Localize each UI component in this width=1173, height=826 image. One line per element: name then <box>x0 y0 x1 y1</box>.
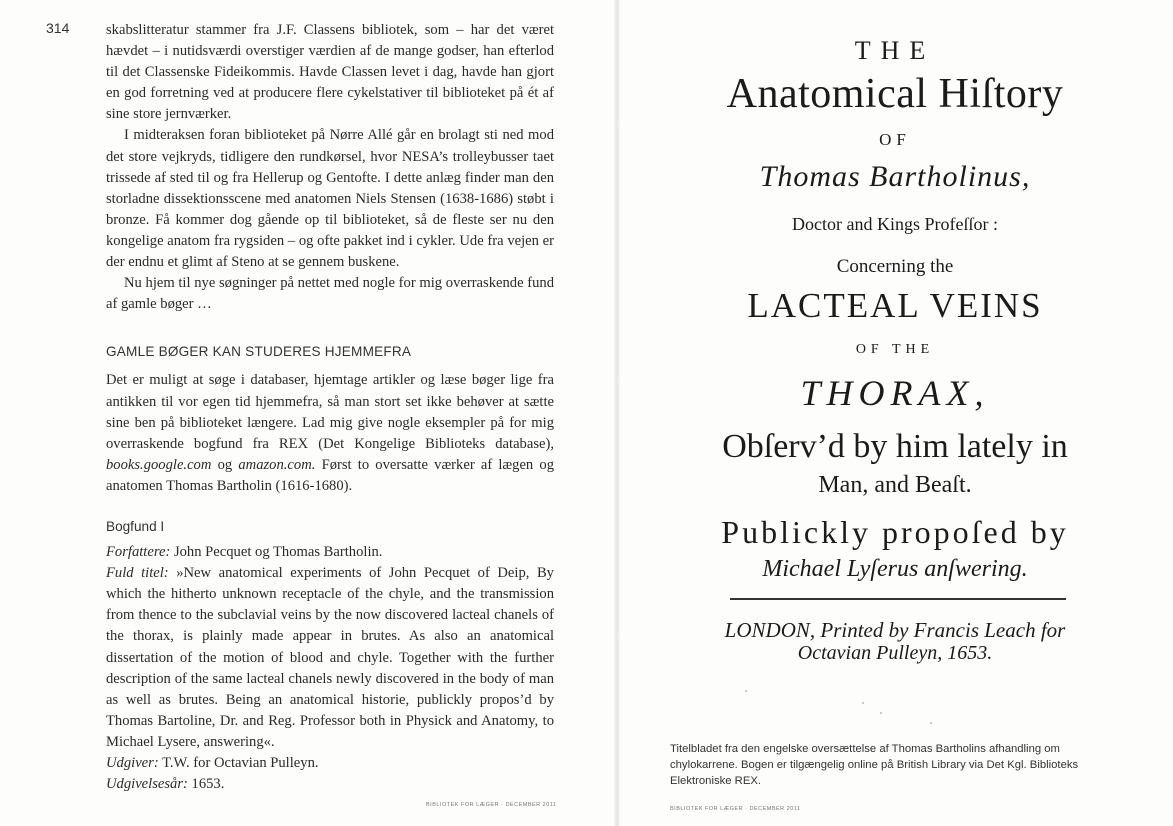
books-google-link-text: books.google.com <box>106 456 212 473</box>
plate-line: OF THE <box>855 342 935 357</box>
amazon-link-text: amazon.com. <box>238 456 316 473</box>
publisher-label: Udgiver: <box>106 755 159 771</box>
full-title-label: Fuld titel: <box>106 565 169 582</box>
year-value: 1653. <box>187 776 225 793</box>
publisher-value: T.W. for Octavian Pulleyn. <box>158 755 319 771</box>
figure-caption: Titelbladet fra den engelske oversættelse af Thomas Bartholins afhandling om chylokarrene. Bogen er tilgængelig online på British Library via Det Kgl. Biblioteks Elektroniske REX. <box>670 743 1079 787</box>
plate-line: Obſerv’d by him lately in <box>722 428 1068 465</box>
section-heading: GAMLE BØGER KAN STUDERES HJEMMEFRA <box>106 344 412 360</box>
title-plate-image <box>700 28 1120 728</box>
plate-line: LACTEAL VEINS <box>747 286 1043 325</box>
plate-line: Octavian Pulleyn, 1653. <box>797 642 993 664</box>
plate-line: Michael Lyſerus anſwering. <box>762 556 1028 582</box>
section-paragraph <box>106 370 554 497</box>
page-gutter <box>614 0 620 826</box>
plate-divider <box>730 598 1066 600</box>
plate-line: OF <box>879 130 911 149</box>
left-footer: BIBLIOTEK FOR LÆGER · DECEMBER 2011 <box>426 802 557 808</box>
plate-line: Thomas Bartholinus, <box>759 160 1031 193</box>
print-speck <box>930 722 932 724</box>
page-number: 314 <box>46 20 70 36</box>
plate-line: THE <box>854 36 936 65</box>
section-text-rest: Først to oversatte værker af lægen og anatomen Thomas Bartholin (1616-1680). <box>106 456 555 494</box>
authors-label: Forfattere: <box>106 544 171 561</box>
plate-line: Man, and Beaſt. <box>818 472 972 498</box>
plate-line: Anatomical Hiſtory <box>726 71 1064 117</box>
print-speck <box>745 690 747 692</box>
authors-value: John Pecquet og Thomas Bartholin. <box>170 544 383 561</box>
subheading: Bogfund I <box>106 518 165 534</box>
year-line <box>106 774 554 795</box>
print-speck <box>880 712 882 714</box>
publisher-line <box>106 753 554 774</box>
plate-line: LONDON, Printed by Francis Leach for <box>724 618 1066 642</box>
plate-line: Publickly propoſed by <box>721 514 1069 550</box>
plate-line: THORAX, <box>800 373 990 413</box>
paragraph: I midteraksen foran biblioteket på Nørre Allé går en brolagt sti ned mod det store vejkryds, tidligere den rundkørsel, hvor NESA’s trolleybusser taet trissede af sted til og fra Hellerup og Gentofte. I dette anlæg finder man den storladne dissektionsscene med anatomen Niels Stensen (1638-1686) støbt i bronze. Få kommer dog gående op til biblioteket, så de fleste ser nu den kongelige anatom fra rygsiden – og ofte pakket ind i cykler. Ude fra vejen er der endnu et glimt af Steno at se gennem buskene. <box>106 127 554 271</box>
full-title-line <box>106 563 554 753</box>
paragraph: skabslitteratur stammer fra J.F. Classens bibliotek, som – har det været hævdet – i nutidsværdi overstiger værdien af de mange godser, han efterlod til det Classenske Fideikommis. Havde Classen levet i dag, havde han gjort en god forretning ved at producere flere cykelstativer til biblioteket på ét af sine store jernværker. <box>106 22 554 123</box>
section-text-og: og <box>211 456 239 473</box>
section-text: Det er muligt at søge i databaser, hjemtage artikler og læse bøger lige fra antikken til vor egen tid hjemmefra, så man stort set ikke behøver at sætte sine ben på biblioteket længere. Lad mig give nogle eksempler på for mig overraskende bogfund fra REX (Det Kongelige Biblioteks database), <box>106 372 554 452</box>
right-footer: BIBLIOTEK FOR LÆGER · DECEMBER 2011 <box>670 806 801 812</box>
plate-line: Doctor and Kings Profeſſor : <box>792 214 998 234</box>
paragraph: Nu hjem til nye søgninger på nettet med nogle for mig overraskende fund af gamle bøger … <box>106 275 554 313</box>
plate-line: Concerning the <box>836 256 954 277</box>
authors-line <box>106 542 554 563</box>
left-page-body <box>106 20 554 795</box>
print-speck <box>862 702 864 704</box>
full-title-value: »New anatomical experiments of John Pecquet of Deip, By which the hitherto unknown receptacle of the chyle, and the transmission from thence to the subclavial veins by the now discovered lacteal chanels of the thorax, is plainly made appear in brutes. As also an anatomical dissertation of the motion of blood and chyle. Together with the further description of the same lacteal chanels newly discovered in the body of man as well as brutes. Being an anatomical historie, publickly propos’d by Thomas Bartoline, Dr. and Reg. Professor both in Physick and Anatomy, to Michael Lysere, answering«. <box>106 565 554 750</box>
year-label: Udgivelsesår: <box>106 776 188 793</box>
